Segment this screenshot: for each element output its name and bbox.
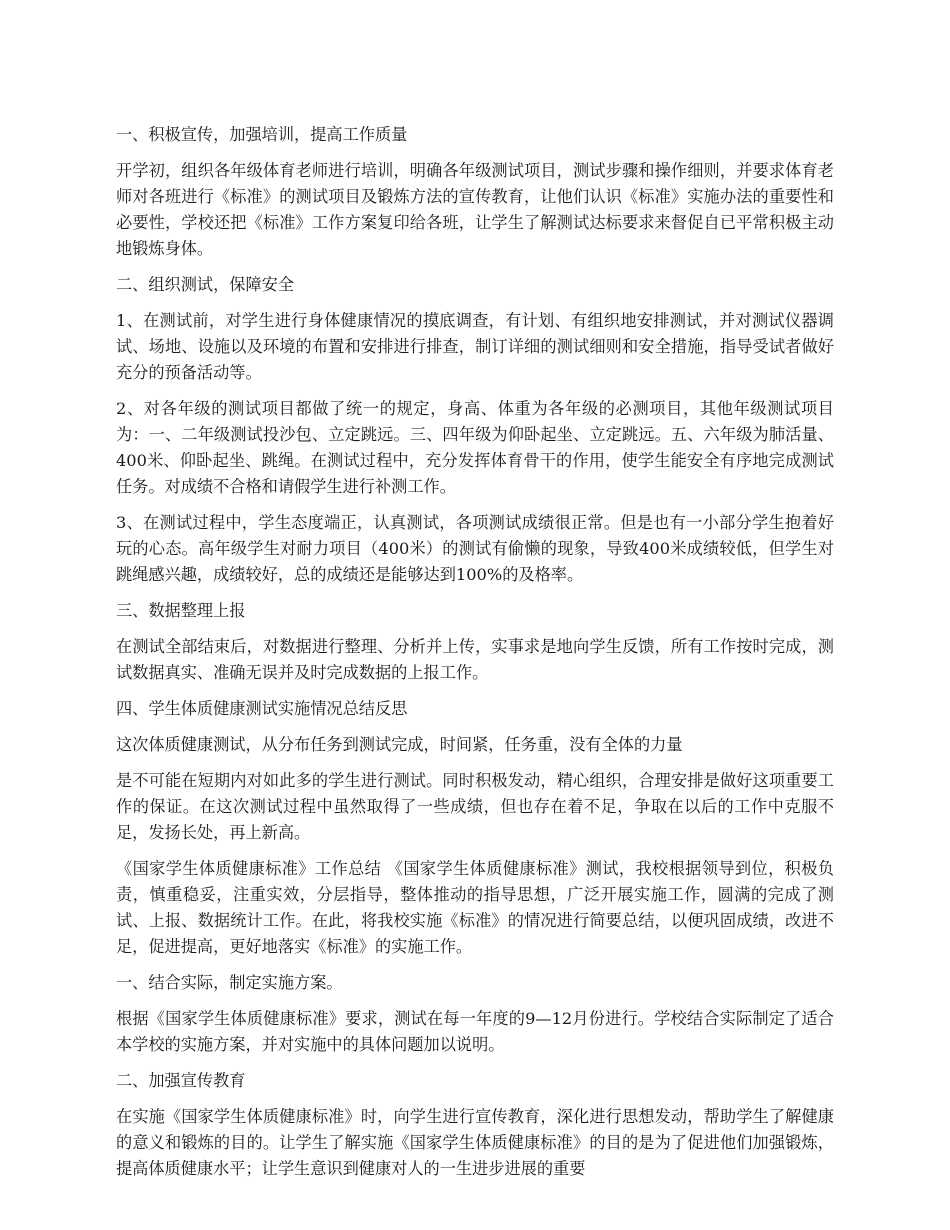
paragraph: 这次体质健康测试，从分布任务到测试完成，时间紧，任务重，没有全体的力量 xyxy=(116,735,683,754)
document-page xyxy=(116,122,834,1192)
paragraph: 开学初，组织各年级体育老师进行培训，明确各年级测试项目，测试步骤和操作细则，并要求体育老师对各班进行《标准》的测试项目及锻炼方法的宣传教育，让他们认识《标准》实施办法的重要性和必要性，学校还把《标准》工作方案复印给各班，让学生了解测试达标要求来督促自已平常积极主动地锻炼身体。 xyxy=(116,161,834,258)
paragraph: 在实施《国家学生体质健康标准》时，向学生进行宣传教育，深化进行思想发动，帮助学生了解健康的意义和锻炼的目的。让学生了解实施《国家学生体质健康标准》的目的是为了促进他们加强锻炼，提高体质健康水平；让学生意识到健康对人的一生进步进展的重要 xyxy=(116,1107,834,1178)
paragraph: 3、在测试过程中，学生态度端正，认真测试，各项测试成绩很正常。但是也有一小部分学生抱着好玩的心态。高年级学生对耐力项目（400米）的测试有偷懒的现象，导致400米成绩较低，但学生对跳绳感兴趣，成绩较好，总的成绩还是能够达到100%的及格率。 xyxy=(116,513,834,584)
paragraph: 2、对各年级的测试项目都做了统一的规定，身高、体重为各年级的必测项目，其他年级测试项目为：一、二年级测试投沙包、立定跳远。三、四年级为仰卧起坐、立定跳远。五、六年级为肺活量、400米、仰卧起坐、跳绳。在测试过程中，充分发挥体育骨干的作用，使学生能安全有序地完成测试任务。对成绩不合格和请假学生进行补测工作。 xyxy=(116,399,834,496)
section-heading: 二、组织测试，保障安全 xyxy=(116,275,295,294)
paragraph: 在测试全部结束后，对数据进行整理、分析并上传，实事求是地向学生反馈，所有工作按时完成，测试数据真实、准确无误并及时完成数据的上报工作。 xyxy=(116,637,834,682)
section-heading: 四、学生体质健康测试实施情况总结反思 xyxy=(116,699,408,718)
paragraph: 根据《国家学生体质健康标准》要求，测试在每一年度的9—12月份进行。学校结合实际制定了适合本学校的实施方案，并对实施中的具体问题加以说明。 xyxy=(116,1009,834,1054)
section-heading: 三、数据整理上报 xyxy=(116,601,246,620)
section-heading: 二、加强宣传教育 xyxy=(116,1071,246,1090)
paragraph: 是不可能在短期内对如此多的学生进行测试。同时积极发动，精心组织，合理安排是做好这项重要工作的保证。在这次测试过程中虽然取得了一些成绩，但也存在着不足，争取在以后的工作中克服不足，发扬长处，再上新高。 xyxy=(116,771,834,842)
section-heading: 一、结合实际，制定实施方案。 xyxy=(116,973,343,992)
section-heading: 一、积极宣传，加强培训，提高工作质量 xyxy=(116,125,408,144)
paragraph: 《国家学生体质健康标准》工作总结 《国家学生体质健康标准》测试，我校根据领导到位，积极负责，慎重稳妥，注重实效，分层指导，整体推动的指导思想，广泛开展实施工作，圆满的完成了测试、上报、数据统计工作。在此，将我校实施《标准》的情况进行简要总结，以便巩固成绩，改进不足，促进提高，更好地落实《标准》的实施工作。 xyxy=(116,859,834,956)
paragraph: 1、在测试前，对学生进行身体健康情况的摸底调查，有计划、有组织地安排测试，并对测试仪器调试、场地、设施以及环境的布置和安排进行排查，制订详细的测试细则和安全措施，指导受试者做好充分的预备活动等。 xyxy=(116,311,834,382)
